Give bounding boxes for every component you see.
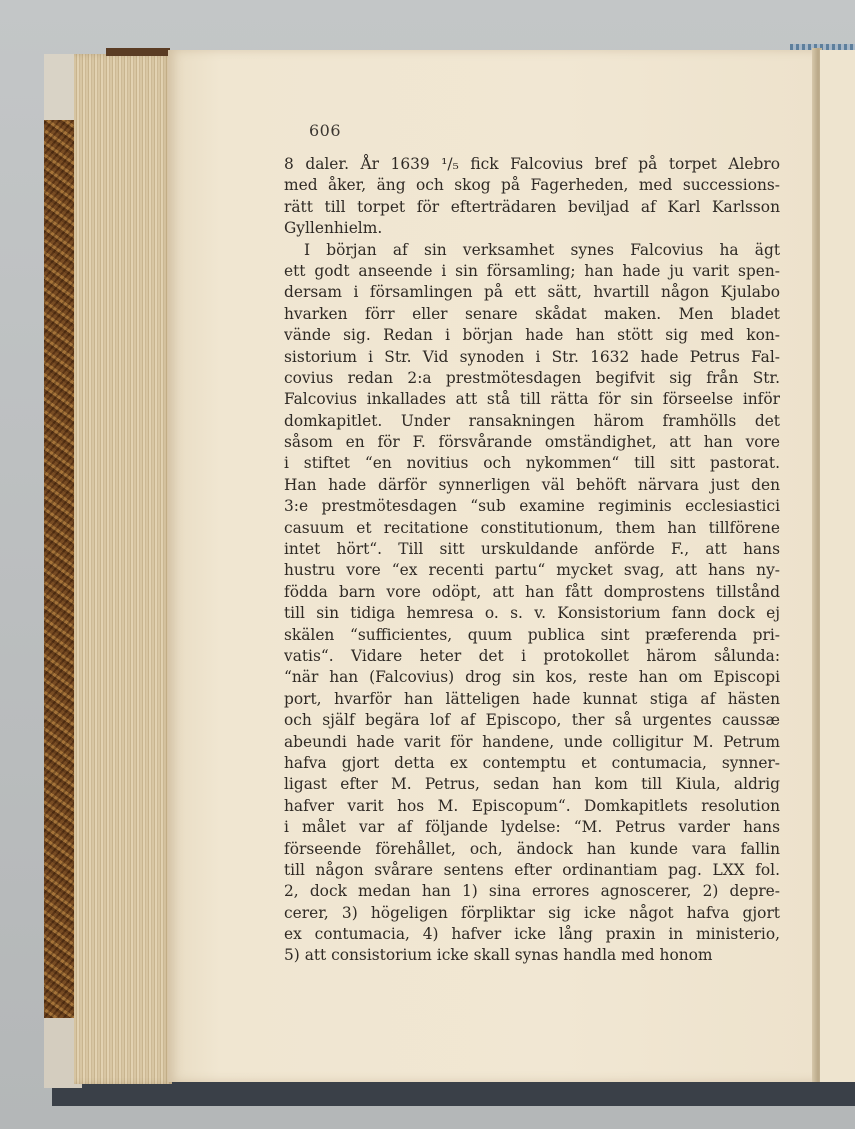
text-line: i målet var af följande lydelse: “M. Petrus varder hans [284, 818, 780, 837]
text-line: hvarken förr eller senare skådat maken. Men bladet [284, 304, 780, 323]
text-line: 3:e prestmötesdagen “sub examine regiminis ecclesiastici [284, 497, 780, 516]
text-line: födda barn vore odöpt, att han fått domprostens tillstånd [284, 582, 780, 601]
text-line: ex contumacia, 4) hafver icke lång praxin in ministerio, [284, 925, 780, 944]
binding-top [106, 48, 170, 56]
text-line: skälen “sufficientes, quum publica sint præferenda pri- [284, 625, 780, 644]
text-line: “när han (Falcovius) drog sin kos, reste han om Episcopi [284, 668, 780, 687]
page-number: 606 [309, 121, 342, 140]
text-line: domkapitlet. Under ransakningen härom framhölls det [284, 411, 780, 430]
text-line: 5) att consistorium icke skall synas handla med honom [284, 946, 713, 965]
text-line: såsom en för F. försvårande omständighet, att han vore [284, 433, 780, 452]
text-line: Gyllenhielm. [284, 219, 383, 238]
book-shadow [52, 1080, 855, 1106]
text-line: covius redan 2:a prestmötesdagen begifvit sig från Str. [284, 368, 780, 387]
text-line: hustru vore “ex recenti partu“ mycket svag, att hans ny- [284, 561, 780, 580]
text-line: cerer, 3) högeligen förpliktar sig icke något hafva gjort [284, 903, 780, 922]
body-text [284, 154, 780, 967]
text-line: 8 daler. År 1639 ¹/₅ fick Falcovius bref på torpet Alebro [284, 155, 780, 173]
text-line: och själf begära lof af Episcopo, ther så urgentes caussæ [284, 711, 780, 730]
text-line: port, hvarför han lätteligen hade kunnat stiga af hästen [284, 689, 780, 708]
facing-page-edge [820, 50, 855, 1082]
text-line: hafver varit hos M. Episcopum“. Domkapitlets resolution [284, 796, 780, 815]
text-line: till någon svårare sentens efter ordinantiam pag. LXX fol. [284, 860, 780, 879]
text-line: 2, dock medan han 1) sina errores agnoscerer, 2) depre- [284, 882, 780, 901]
text-line: intet hört“. Till sitt urskuldande anförde F., att hans [284, 540, 780, 559]
text-line: med åker, äng och skog på Fagerheden, med successions- [284, 176, 780, 195]
text-line: hafva gjort detta ex contemptu et contumacia, synner- [284, 753, 780, 772]
text-line: i stiftet “en novitius och nykommen“ till sitt pastorat. [284, 454, 780, 473]
page-stack-edges [74, 54, 172, 1084]
text-line: till sin tidiga hemresa o. s. v. Konsistorium fann dock ej [284, 604, 780, 623]
text-line: ett godt anseende i sin församling; han hade ju varit spen- [284, 261, 780, 280]
text-line: sistorium i Str. Vid synoden i Str. 1632 hade Petrus Fal- [284, 347, 780, 366]
text-line: dersam i församlingen på ett sätt, hvartill någon Kjulabo [284, 283, 780, 302]
text-line: förseende förehållet, och, ändock han kunde vara fallin [284, 839, 780, 858]
text-line: vände sig. Redan i början hade han stött sig med kon- [284, 326, 780, 345]
text-line: I början af sin verksamhet synes Falcovius ha ägt [304, 240, 780, 259]
text-line: abeundi hade varit för handene, unde colligitur M. Petrum [284, 732, 780, 751]
text-line: vatis“. Vidare heter det i protokollet härom sålunda: [284, 646, 780, 665]
text-line: rätt till torpet för efterträdaren beviljad af Karl Karlsson [284, 197, 780, 216]
marbled-cover-edge [44, 54, 78, 1088]
text-line: Falcovius inkallades att stå till rätta för sin förseelse inför [284, 390, 780, 409]
text-line: Han hade därför synnerligen väl behöft närvara just den [284, 475, 780, 494]
text-line: ligast efter M. Petrus, sedan han kom till Kiula, aldrig [284, 775, 780, 794]
text-line: casuum et recitatione constitutionum, them han tillförene [284, 518, 780, 537]
